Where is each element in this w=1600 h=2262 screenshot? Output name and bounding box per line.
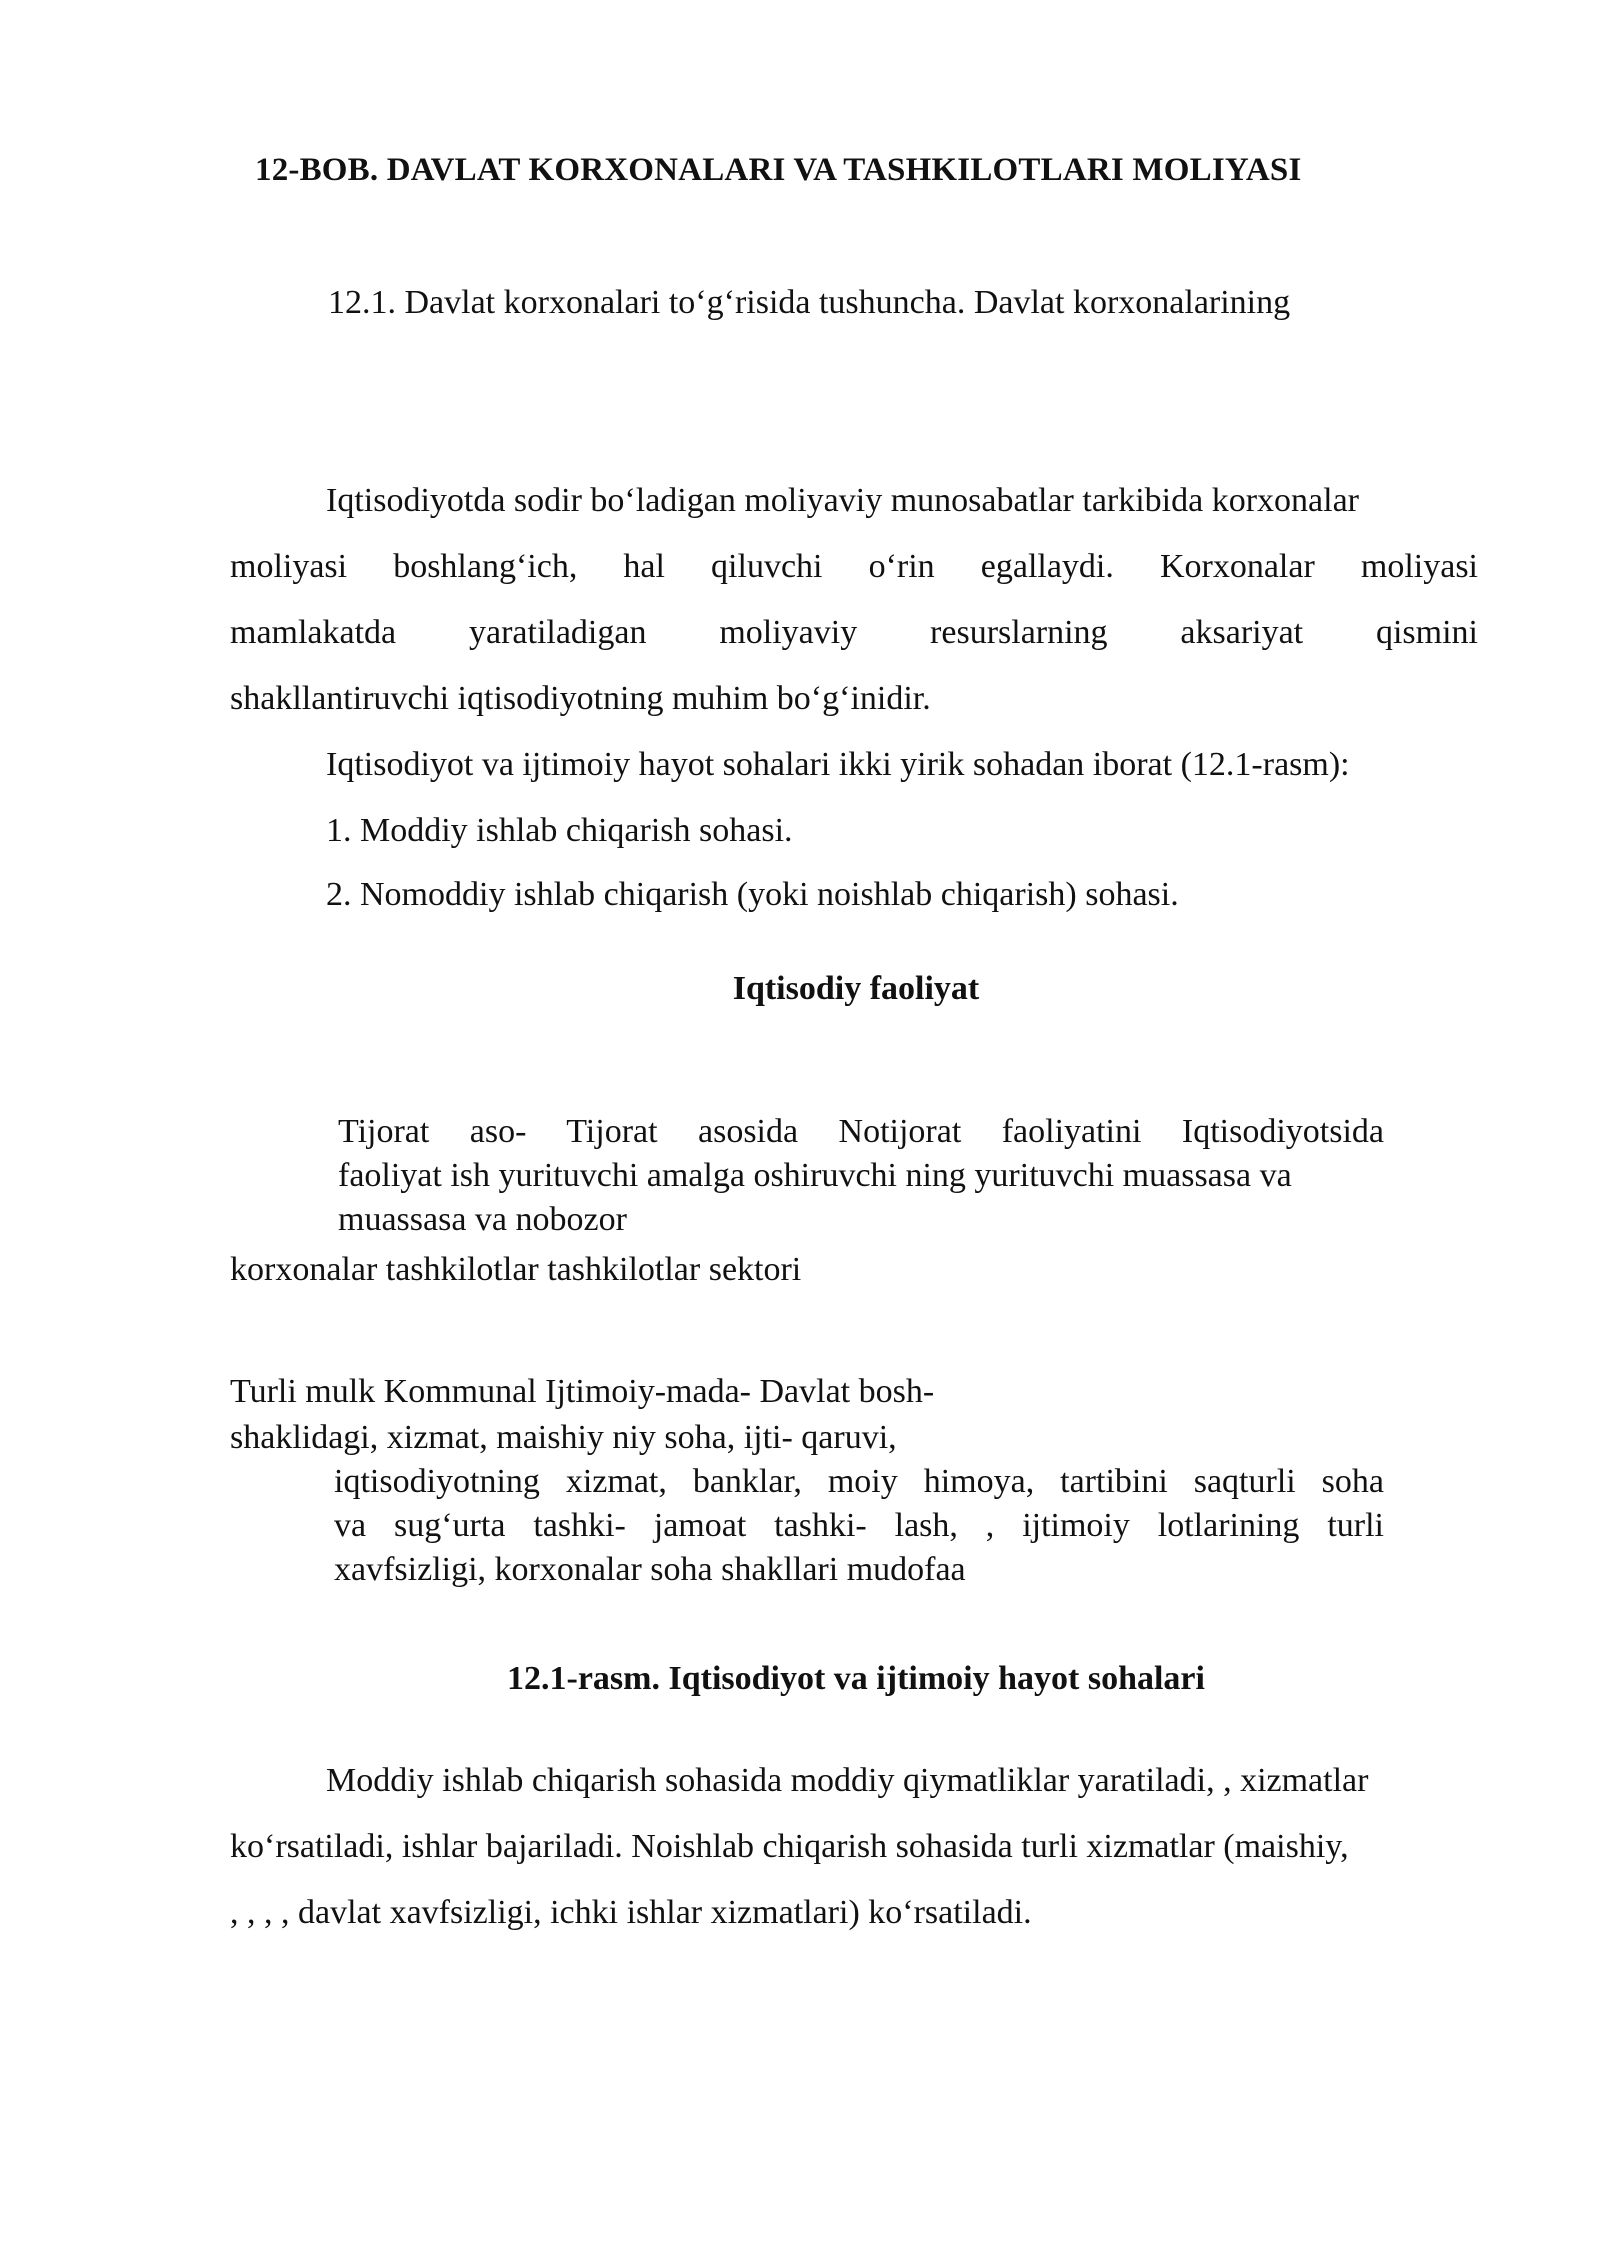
paragraph-spheres: [230, 732, 1478, 798]
section-title: 12.1. Davlat korxonalari to‘g‘risida tushuncha. Davlat korxonalarining: [328, 284, 1291, 321]
diagram-line: xavfsizligi, korxonalar soha shakllari mudofaa: [334, 1551, 966, 1588]
diagram-level1: [338, 1110, 1384, 1242]
diagram-line: faoliyat ish yurituvchi amalga oshiruvchi ning yurituvchi muassasa va: [338, 1157, 1292, 1194]
paragraph-line: moliyasi boshlang‘ich, hal qiluvchi o‘rin egallaydi. Korxonalar moliyasi: [230, 548, 1478, 585]
paragraph-line: mamlakatda yaratiladigan moliyaviy resurslarning aksariyat qismini: [230, 614, 1478, 651]
diagram-root-title: Iqtisodiy faoliyat: [732, 970, 980, 1007]
diagram-line: Turli mulk Kommunal Ijtimoiy-mada- Davlat bosh-: [230, 1373, 935, 1410]
paragraph-intro: [230, 468, 1478, 732]
paragraph-line: Iqtisodiyot va ijtimoiy hayot sohalari ikki yirik sohadan iborat (12.1-rasm):: [326, 746, 1350, 783]
diagram-line: shaklidagi, xizmat, maishiy niy soha, ijti- qaruvi,: [230, 1419, 897, 1456]
paragraph-line: Moddiy ishlab chiqarish sohasida moddiy qiymatliklar yaratiladi, , xizmatlar: [326, 1762, 1369, 1799]
diagram-line: iqtisodiyotning xizmat, banklar, moiy himoya, tartibini saqturli soha: [334, 1463, 1384, 1500]
diagram-line: korxonalar tashkilotlar tashkilotlar sektori: [230, 1251, 802, 1288]
paragraph-line: Iqtisodiyotda sodir bo‘ladigan moliyaviy munosabatlar tarkibida korxonalar: [326, 482, 1359, 519]
paragraph-line: , , , , davlat xavfsizligi, ichki ishlar xizmatlari) ko‘rsatiladi.: [230, 1894, 1032, 1931]
paragraph-line: shakllantiruvchi iqtisodiyotning muhim bo‘g‘inidir.: [230, 680, 931, 717]
paragraph-production: [230, 1748, 1478, 1946]
figure-caption: 12.1-rasm. Iqtisodiyot va ijtimoiy hayot sohalari: [507, 1660, 1205, 1697]
diagram-line: Tijorat aso- Tijorat asosida Notijorat faoliyatini Iqtisodiyotsida: [338, 1113, 1384, 1150]
paragraph-line: ko‘rsatiladi, ishlar bajariladi. Noishlab chiqarish sohasida turli xizmatlar (maishiy,: [230, 1828, 1349, 1865]
chapter-title: 12-BOB. DAVLAT KORXONALARI VA TASHKILOTLARI MOLIYASI: [255, 152, 1302, 188]
diagram-level2: [334, 1460, 1384, 1592]
diagram-line: va sug‘urta tashki- jamoat tashki- lash, , ijtimoiy lotlarining turli: [334, 1507, 1384, 1544]
list-item: 2. Nomoddiy ishlab chiqarish (yoki noishlab chiqarish) sohasi.: [326, 876, 1179, 913]
diagram-line: muassasa va nobozor: [338, 1201, 627, 1238]
list-item: 1. Moddiy ishlab chiqarish sohasi.: [326, 812, 793, 849]
